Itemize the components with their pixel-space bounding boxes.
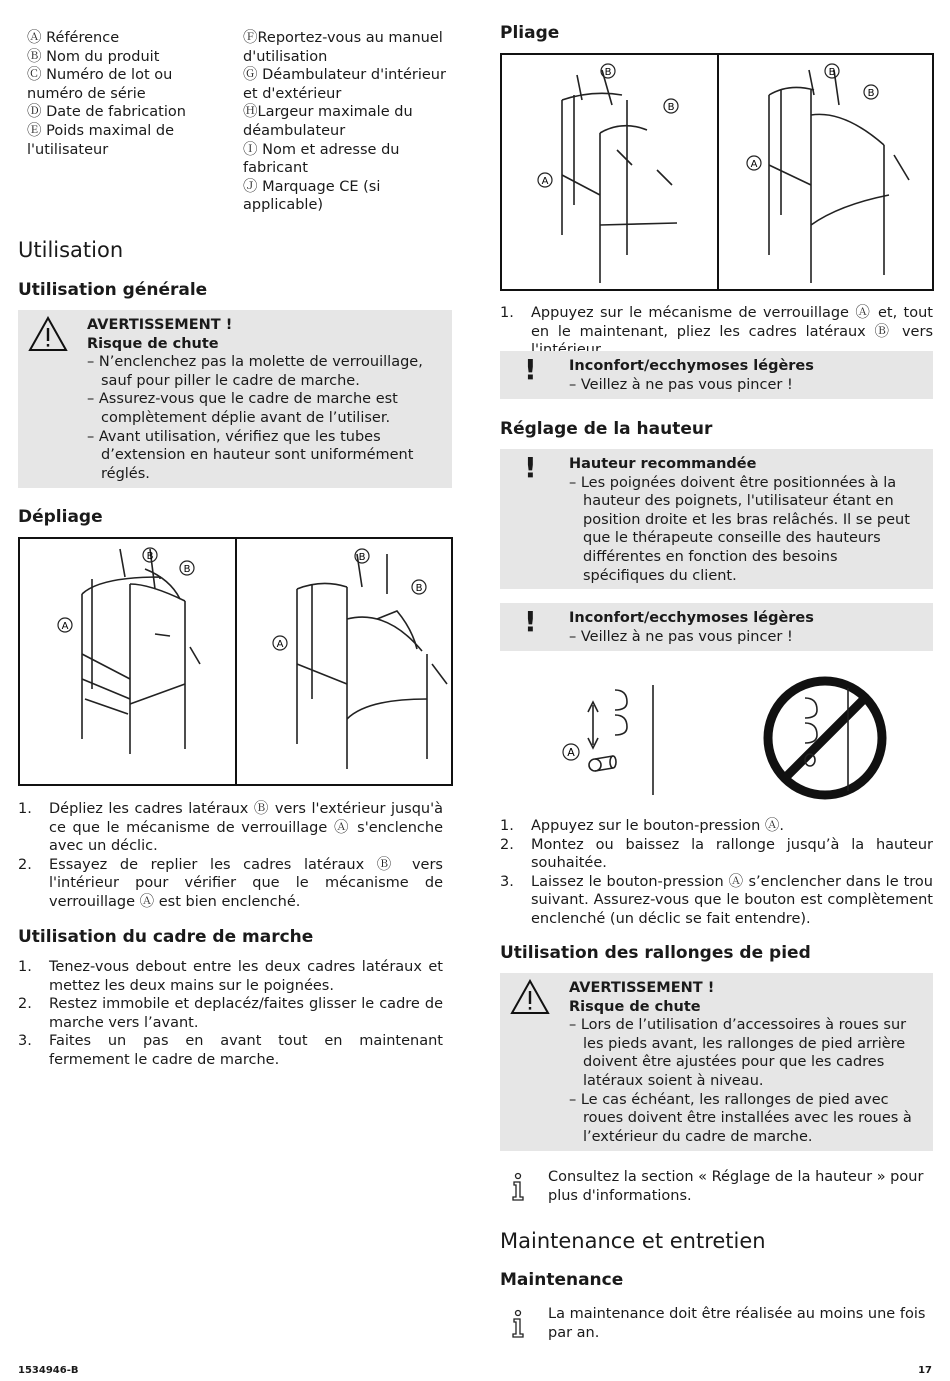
figure-label-a: A [567, 746, 575, 759]
figure-label-b: B [415, 583, 423, 594]
info-icon [508, 1172, 528, 1202]
figure-label-b: B [146, 551, 154, 562]
info-note-rallonges [500, 1168, 933, 1208]
subsection-title-maintenance: Maintenance [500, 1270, 624, 1290]
list-item: 2. Essayez de replier les cadres latéraux Ⓑ vers l'intérieur pour vérifier que le mécanisme de verrouillage Ⓐ est bien enclenché. [18, 856, 443, 910]
caution-box-pinch [500, 351, 933, 399]
figure-label-b: B [183, 564, 191, 575]
legend-item: Ⓖ Déambulateur d'intérieur et d'extérieur [243, 67, 446, 102]
figure-label-b: B [867, 88, 875, 99]
subsection-title-general: Utilisation générale [18, 280, 208, 300]
warning-box-rallonges [500, 973, 933, 1151]
caution-item: – Veillez à ne pas vous pincer ! [569, 628, 923, 647]
caution-title: Inconfort/ecchymoses légères [569, 358, 814, 374]
list-item: 3. Laissez le bouton-pression Ⓐ s’enclencher dans le trou suivant. Assurez-vous que le bouton est complètement enclenché (un déclic se fait entendre). [500, 873, 933, 927]
warning-title: AVERTISSEMENT ! [569, 980, 715, 996]
figure-label-b: B [604, 67, 612, 78]
legend-item: Ⓐ Référence [27, 30, 120, 46]
exclamation-icon: ! [524, 451, 537, 484]
figure-label-a: A [541, 176, 549, 187]
footer-doc-code: 1534946-B [18, 1365, 79, 1376]
legend-item: Ⓓ Date de fabrication [27, 104, 186, 121]
footer-page-number: 17 [918, 1365, 932, 1376]
warning-item: – Lors de l’utilisation d’accessoires à roues sur les pieds avant, les rallonges de pied arrière doivent être ajustées pour que les cadres latéraux soient à niveau. [569, 1016, 923, 1090]
figure-depliage [18, 537, 453, 786]
legend-item: ⒽLargeur maximale du déambulateur [243, 104, 413, 139]
warning-item: – Le cas échéant, les rallonges de pied avec roues doivent être installées avec les roues à l’extérieur du cadre de marche. [569, 1091, 923, 1147]
info-note-maintenance [500, 1305, 933, 1345]
exclamation-icon: ! [524, 353, 537, 386]
info-icon [508, 1309, 528, 1339]
info-text: Consultez la section « Réglage de la hauteur » pour plus d'informations. [548, 1169, 924, 1204]
note-title: Hauteur recommandée [569, 456, 757, 472]
figure-pliage [500, 53, 934, 291]
walker-fold-illustration-2 [719, 55, 932, 289]
warning-item: – N’enclenchez pas la molette de verrouillage, sauf pour piller le cadre de marche. [87, 353, 442, 390]
figure-label-b: B [828, 67, 836, 78]
prohibited-icon [760, 673, 890, 803]
warning-box-fall [18, 310, 452, 488]
walker-fold-illustration-1 [502, 55, 717, 289]
list-item: 1. Appuyez sur le bouton-pression Ⓐ. [500, 818, 785, 834]
push-button-illustration [555, 680, 665, 800]
legend-item: ⒻReportez-vous au manuel d'utilisation [243, 30, 443, 65]
walker-unfold-illustration-1 [20, 539, 235, 784]
note-box-height [500, 449, 933, 589]
depliage-steps [18, 800, 443, 912]
legend-left [27, 29, 232, 159]
warning-title: AVERTISSEMENT ! [87, 317, 233, 333]
section-title-utilisation: Utilisation [18, 238, 124, 262]
warning-item: – Assurez-vous que le cadre de marche est complètement déplie avant de l’utiliser. [87, 390, 442, 427]
caution-title: Inconfort/ecchymoses légères [569, 610, 814, 626]
warning-triangle-icon [28, 316, 68, 352]
list-item: 2. Montez ou baissez la rallonge jusqu’à la hauteur souhaitée. [500, 836, 933, 872]
warning-subtitle: Risque de chute [87, 335, 219, 352]
subsection-title-rallonges: Utilisation des rallonges de pied [500, 943, 811, 963]
note-item: – Les poignées doivent être positionnées à la hauteur des poignets, l'utilisateur étant en position droite et les bras relâchés. Il se peut que le thérapeute conseille des hauteurs différentes en fonction des besoins spécifiques du client. [569, 474, 923, 586]
caution-item: – Veillez à ne pas vous pincer ! [569, 376, 923, 395]
caution-box-pinch-2 [500, 603, 933, 651]
list-item: 1. Tenez-vous debout entre les deux cadres latéraux et mettez les deux mains sur le poignées. [18, 959, 443, 994]
figure-label-a: A [276, 639, 284, 650]
hauteur-steps [500, 817, 933, 929]
list-item: 2. Restez immobile et deplacéz/faites glisser le cadre de marche vers l’avant. [18, 996, 443, 1031]
legend-right [243, 29, 448, 215]
figure-label-a: A [61, 621, 69, 632]
legend-item: Ⓙ Marquage CE (si applicable) [243, 178, 381, 214]
subsection-title-hauteur: Réglage de la hauteur [500, 419, 713, 439]
list-item: 1. Dépliez les cadres latéraux Ⓑ vers l'extérieur jusqu'à ce que le mécanisme de verrouillage Ⓐ s'enclenche avec un déclic. [18, 801, 443, 855]
legend-item: Ⓑ Nom du produit [27, 48, 160, 65]
subsection-title-pliage: Pliage [500, 23, 560, 43]
subsection-title-cadre: Utilisation du cadre de marche [18, 927, 314, 947]
exclamation-icon: ! [524, 605, 537, 638]
list-item: 3. Faites un pas en avant tout en maintenant fermement le cadre de marche. [18, 1033, 443, 1068]
warning-subtitle: Risque de chute [569, 998, 701, 1015]
figure-label-b: B [667, 102, 675, 113]
info-text: La maintenance doit être réalisée au moins une fois par an. [548, 1306, 926, 1341]
figure-label-a: A [750, 159, 758, 170]
figure-label-b: B [358, 552, 366, 563]
legend-item: Ⓒ Numéro de lot ou numéro de série [27, 67, 173, 102]
list-item: 1. Appuyez sur le mécanisme de verrouillage Ⓐ et, tout en le maintenant, pliez les cadres latéraux Ⓑ vers [500, 305, 933, 340]
warning-item: – Avant utilisation, vérifiez que les tubes d’extension en hauteur sont uniformément réglés. [87, 428, 442, 484]
legend-item: Ⓘ Nom et adresse du fabricant [243, 141, 400, 177]
subsection-title-depliage: Dépliage [18, 507, 103, 527]
cadre-steps [18, 958, 443, 1070]
warning-triangle-icon [510, 979, 550, 1015]
legend-item: Ⓔ Poids maximal de l'utilisateur [27, 122, 174, 158]
section-title-maintenance: Maintenance et entretien [500, 1229, 766, 1253]
walker-unfold-illustration-2 [237, 539, 451, 784]
